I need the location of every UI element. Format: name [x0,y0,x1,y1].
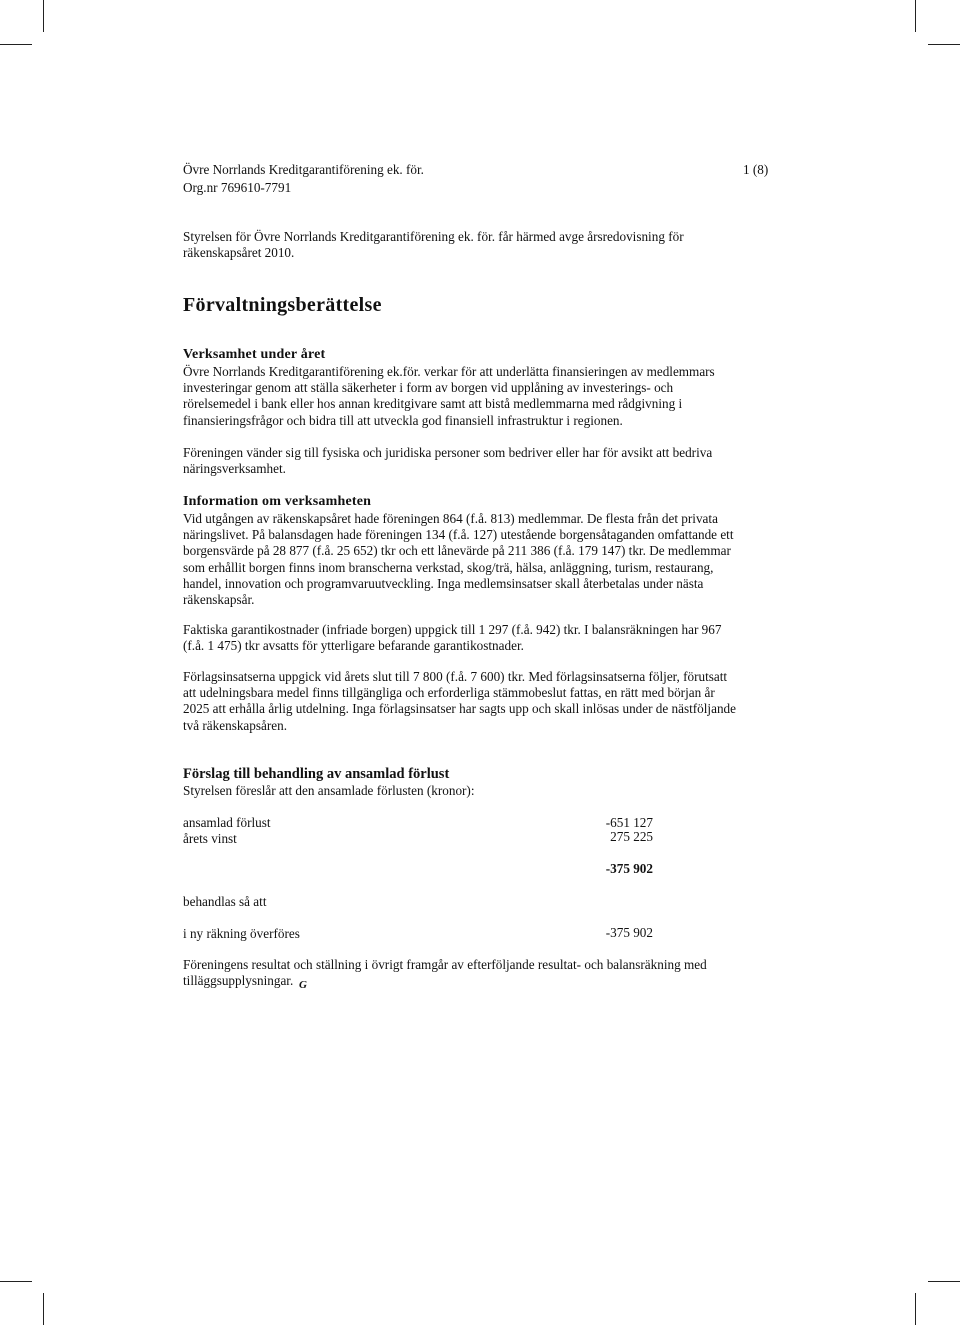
crop-mark-bottom-right-vertical [915,1293,916,1325]
forslag-subheading: Styrelsen föreslår att den ansamlade förlusten (kronor): [183,783,475,798]
paragraph-line: räkenskapsår. [183,592,255,608]
section-heading-forslag: Förslag till behandling av ansamlad förlust [183,766,450,782]
ny-rakning-value: -375 902 [605,925,653,940]
paragraph-line: näringsverksamhet. [183,461,286,477]
row-label-ansamlad-forlust: ansamlad förlust [183,815,271,830]
page-title: Förvaltningsberättelse [183,294,382,316]
verksamhet-paragraph-1 [183,364,783,429]
section-heading-information: Information om verksamheten [183,494,372,509]
intro-line: räkenskapsåret 2010. [183,245,295,261]
crop-mark-bottom-left-vertical [43,1293,44,1325]
information-paragraph-2 [183,622,783,654]
information-paragraph-3 [183,669,783,734]
paragraph-line: två räkenskapsåren. [183,717,287,733]
intro-line: Styrelsen för Övre Norrlands Kreditgarantiförening ek. för. får härmed avge årsredovisning för [183,229,684,244]
paragraph-line: att udelningsbara medel finns tillgängliga och erforderliga stämmobeslut fattas, en rätt med början år [183,685,715,701]
crop-mark-top-right-horizontal [928,44,960,45]
row-label-arets-vinst: årets vinst [183,831,237,846]
paragraph-line: Förlagsinsatserna uppgick vid årets slut till 7 800 (f.å. 7 600) tkr. Med förlagsinsatserna följer, förutsatt [183,669,728,684]
ny-rakning-label: i ny räkning överföres [183,926,300,941]
paragraph-line: 2025 att erhålla årlig utdelning. Inga förlagsinsatser har sagts upp och skall inlösas under de nästföljande [183,701,736,717]
row-value-ansamlad-forlust: -651 127 [605,815,653,830]
paragraph-line: (f.å. 1 475) tkr avsatts för ytterligare befarande garantikostnader. [183,638,524,654]
signature-initials: G [299,979,307,991]
behandlas-label: behandlas så att [183,894,267,909]
crop-mark-top-right-vertical [915,0,916,32]
paragraph-line: Föreningens resultat och ställning i övrigt framgår av efterföljande resultat- och balansräkning med [183,957,707,972]
paragraph-line: Föreningen vänder sig till fysiska och juridiska personer som bedriver eller har för avsikt att bedriva [183,445,713,460]
org-number: Org.nr 769610-7791 [183,180,292,195]
paragraph-line: investeringar genom att ställa säkerheter i form av borgen vid upplåning av investerings- och [183,380,674,396]
row-value-arets-vinst: 275 225 [610,829,653,844]
crop-mark-bottom-right-horizontal [928,1281,960,1282]
crop-mark-top-left-horizontal [0,44,32,45]
paragraph-line: borgensvärde på 28 877 (f.å. 25 652) tkr och ett lånevärde på 211 386 (f.å. 179 147) tkr. De medlemmar [183,543,731,559]
paragraph-line: finansieringsfrågor och bidra till att utveckla god finansiell infrastruktur i regionen. [183,412,623,428]
paragraph-line: Vid utgången av räkenskapsåret hade föreningen 864 (f.å. 813) medlemmar. De flesta från det privata [183,511,718,526]
page-number: 1 (8) [743,162,769,177]
paragraph-line: Övre Norrlands Kreditgarantiförening ek.för. verkar för att underlätta finansieringen av medlemmars [183,364,715,379]
paragraph-line: rörelsemedel i bank eller hos annan kreditgivare samt att bistå medlemmarna med rådgivning i [183,396,683,412]
paragraph-line: Faktiska garantikostnader (infriade borgen) uppgick till 1 297 (f.å. 942) tkr. I balansräkningen har 967 [183,622,722,637]
verksamhet-paragraph-2 [183,445,783,477]
paragraph-line: som erhållit borgen finns inom branscherna verkstad, skog/trä, hälsa, anläggning, turism, restaurang, [183,559,714,575]
crop-mark-top-left-vertical [43,0,44,32]
intro-paragraph [183,229,783,261]
org-name: Övre Norrlands Kreditgarantiförening ek. för. [183,162,424,177]
paragraph-line: näringslivet. På balansdagen hade föreningen 134 (f.å. 127) utestående borgensåtaganden omfattande ett [183,527,734,543]
information-paragraph-1 [183,511,783,608]
paragraph-line: handel, innovation och programvaruutveckling. Inga medlemsinsatser skall återbetalas under nästa [183,575,704,591]
closing-paragraph [183,957,783,989]
section-heading-verksamhet: Verksamhet under året [183,347,326,362]
paragraph-line: tilläggsupplysningar. [183,973,294,989]
total-value: -375 902 [605,861,653,876]
crop-mark-bottom-left-horizontal [0,1281,32,1282]
